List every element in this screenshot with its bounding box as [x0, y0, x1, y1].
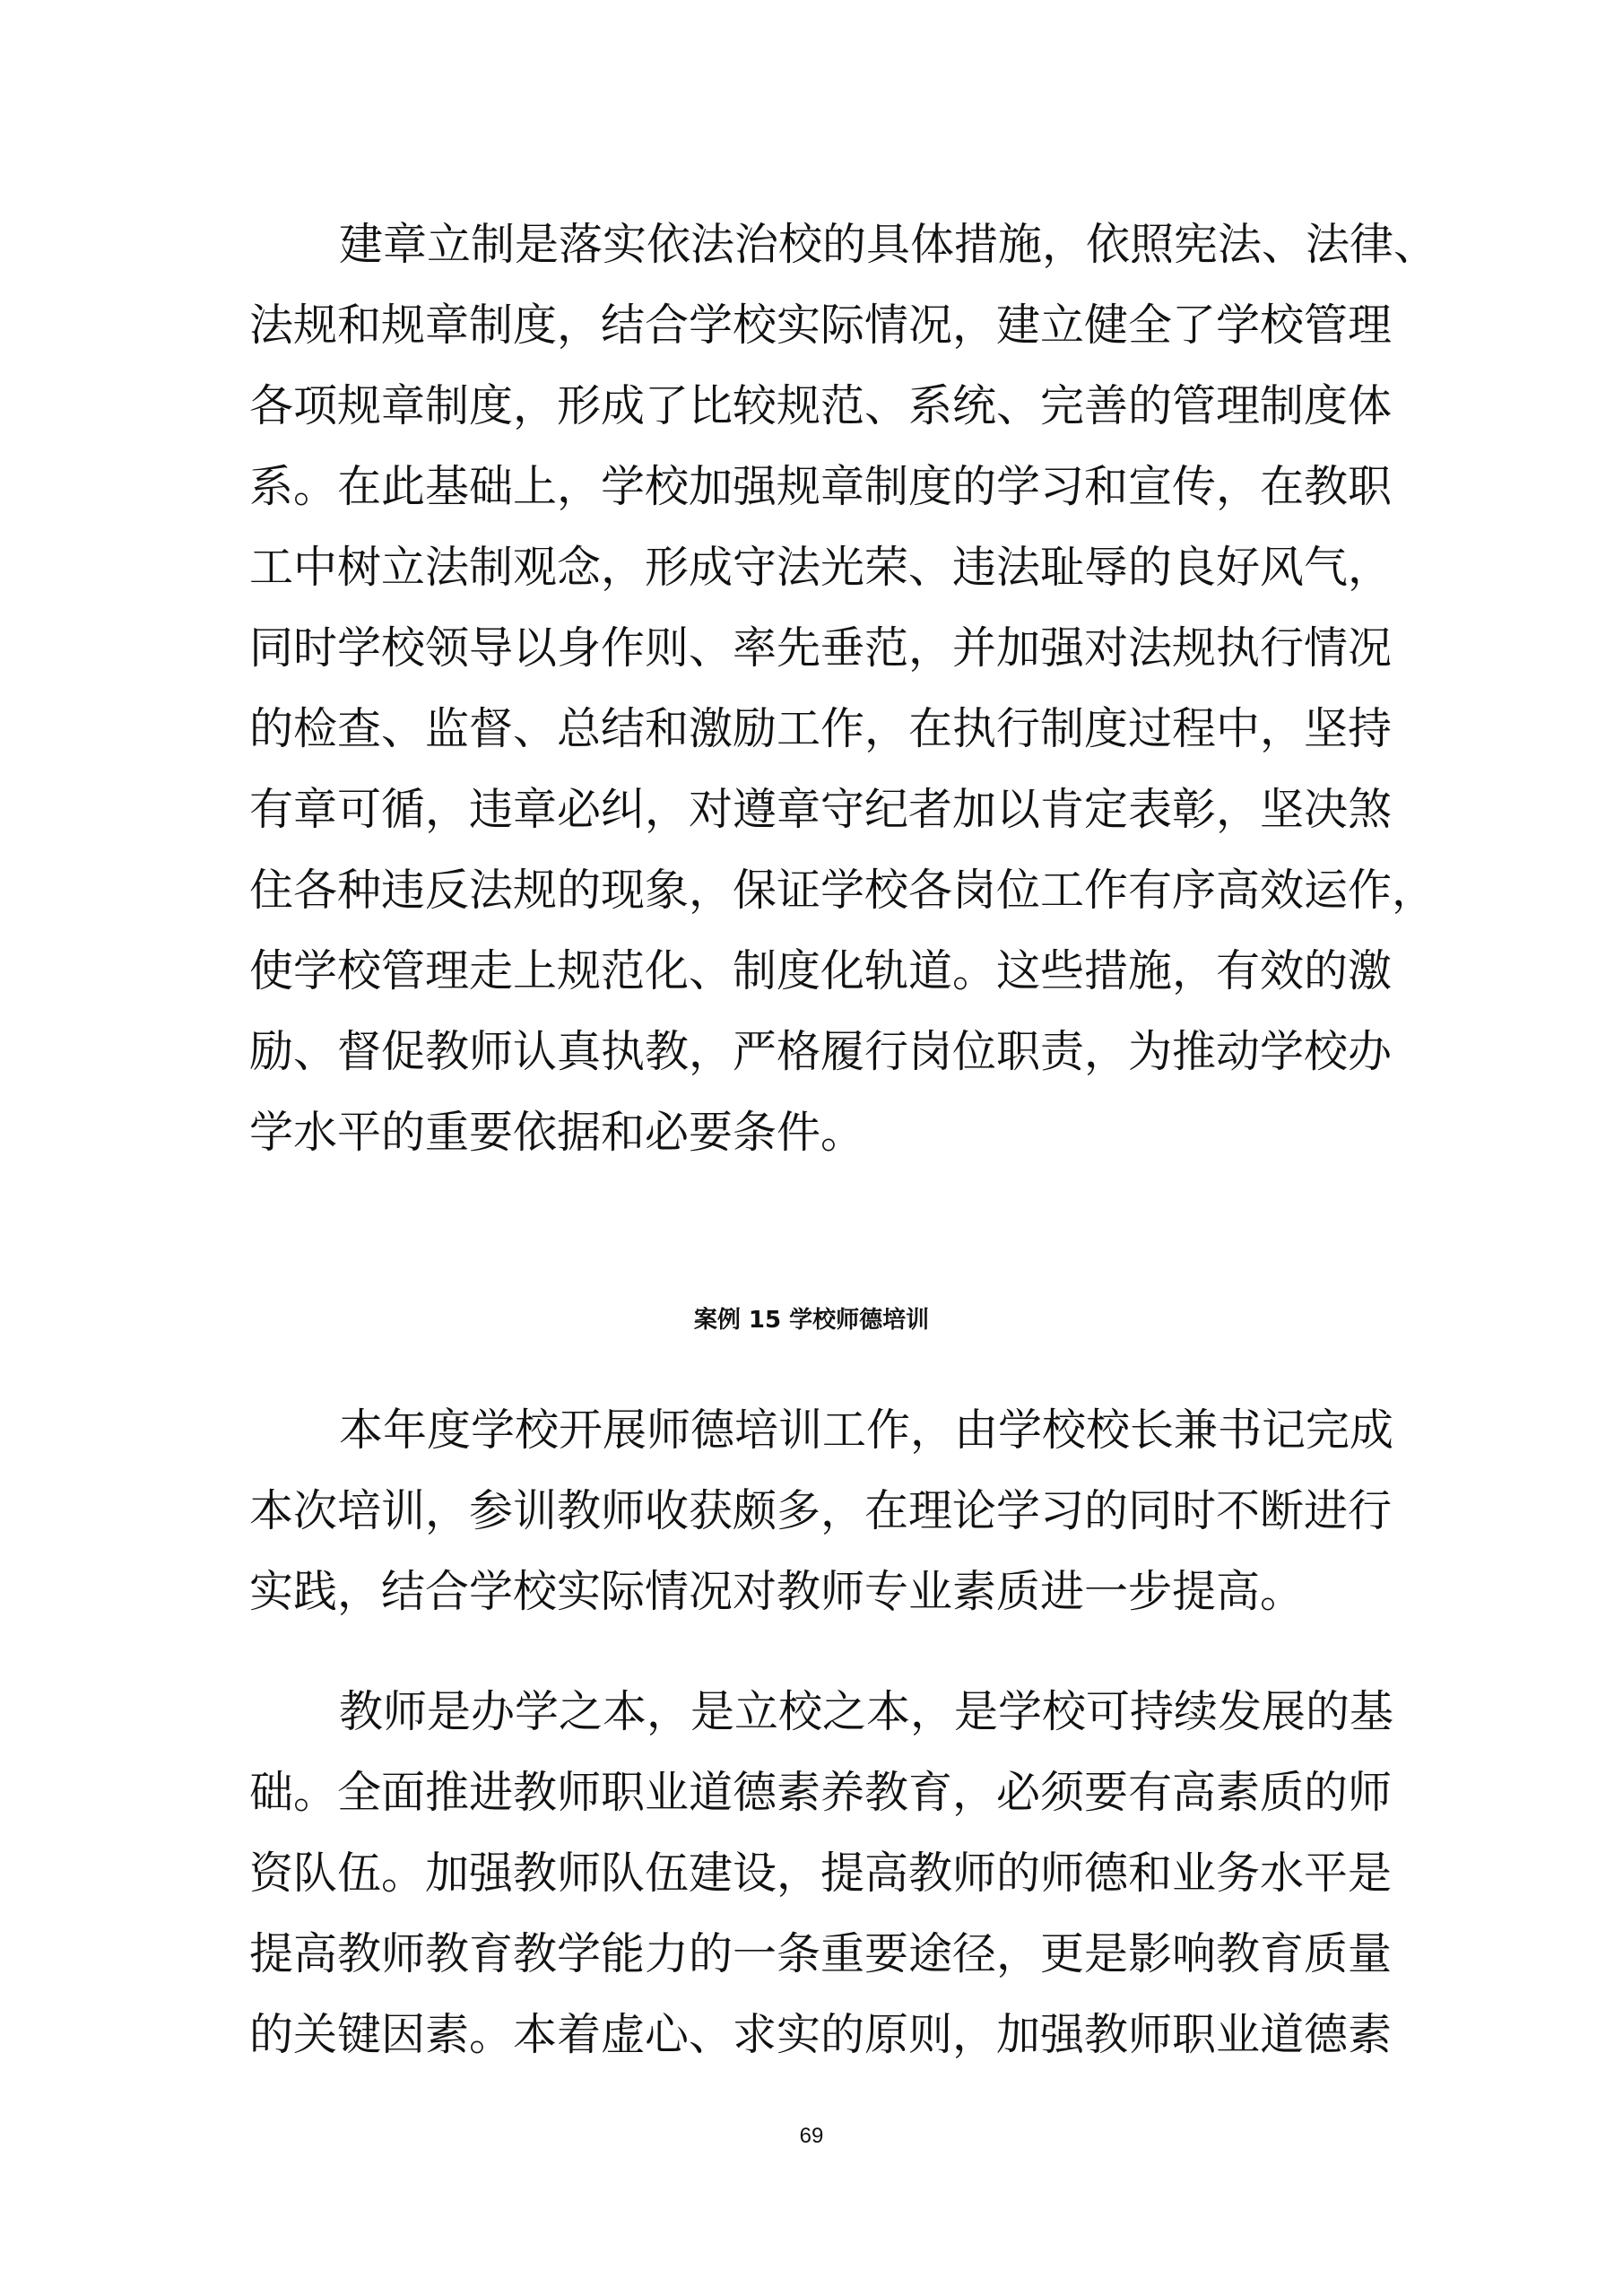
text-line: 本次培训，参训教师收获颇多，在理论学习的同时不断进行	[249, 1485, 1393, 1536]
text-line: 教师是办学之本，是立校之本，是学校可持续发展的基	[339, 1686, 1394, 1737]
text-line: 础。全面推进教师职业道德素养教育，必须要有高素质的师	[249, 1767, 1393, 1818]
text-line: 有章可循，违章必纠，对遵章守纪者加以肯定表彰，坚决煞	[249, 784, 1393, 835]
text-line: 使学校管理走上规范化、制度化轨道。这些措施，有效的激	[249, 945, 1393, 996]
text-line: 提高教师教育教学能力的一条重要途径，更是影响教育质量	[249, 1928, 1393, 1979]
case-heading: 案例 15 学校师德培训	[693, 1307, 930, 1334]
text-line: 实践，结合学校实际情况对教师专业素质进一步提高。	[249, 1566, 1305, 1617]
text-line: 各项规章制度，形成了比较规范、系统、完善的管理制度体	[249, 380, 1393, 431]
text-line: 法规和规章制度，结合学校实际情况，建立健全了学校管理	[249, 300, 1393, 351]
text-line: 系。在此基础上，学校加强规章制度的学习和宣传，在教职	[249, 461, 1393, 512]
text-line: 资队伍。加强教师队伍建设，提高教师的师德和业务水平是	[249, 1848, 1393, 1899]
page-number: 69	[799, 2124, 824, 2148]
text-line: 工中树立法制观念，形成守法光荣、违法耻辱的良好风气，	[249, 542, 1393, 593]
text-line: 同时学校领导以身作则、率先垂范，并加强对法规执行情况	[249, 622, 1393, 674]
text-line: 励、督促教师认真执教，严格履行岗位职责，为推动学校办	[249, 1026, 1393, 1077]
text-line: 学水平的重要依据和必要条件。	[249, 1107, 865, 1158]
text-line: 住各种违反法规的现象，保证学校各岗位工作有序高效运作，	[249, 865, 1436, 916]
text-line: 本年度学校开展师德培训工作，由学校校长兼书记完成	[339, 1405, 1394, 1456]
text-line: 建章立制是落实依法治校的具体措施，依照宪法、法律、	[339, 219, 1438, 270]
text-line: 的关键因素。本着虚心、求实的原则，加强教师职业道德素	[249, 2009, 1393, 2060]
text-line: 的检查、监督、总结和激励工作，在执行制度过程中，坚持	[249, 703, 1393, 754]
